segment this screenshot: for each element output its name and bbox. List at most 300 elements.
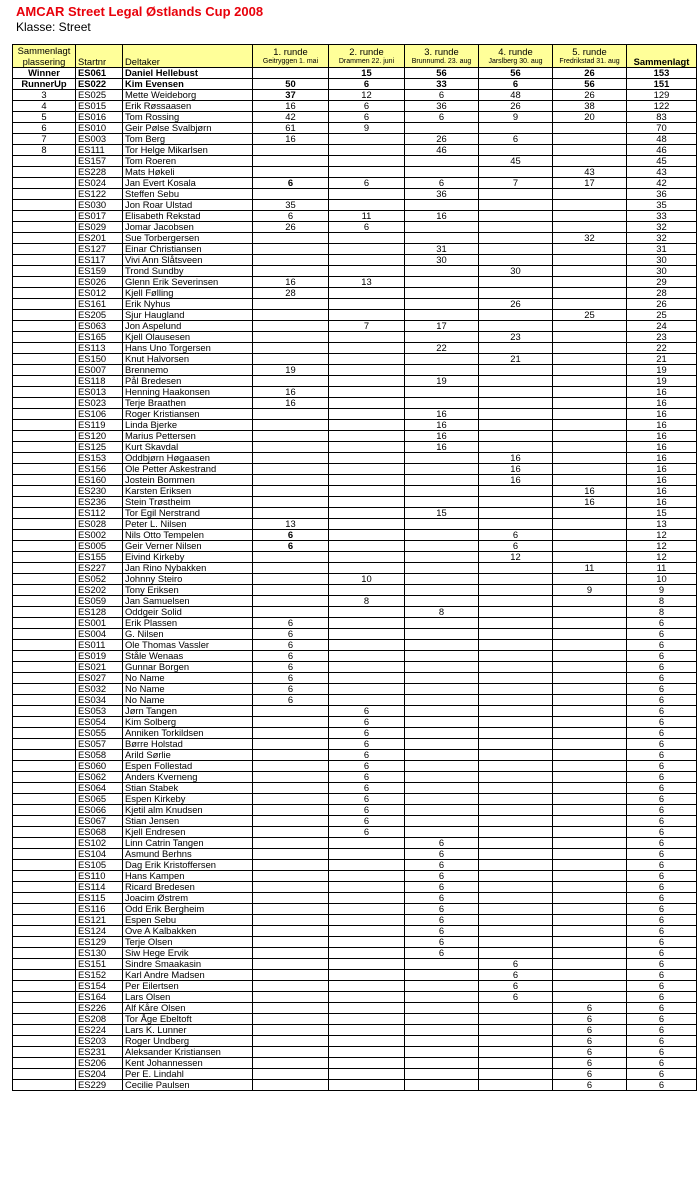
round-5-cell (553, 365, 627, 376)
participant-cell: Tor Egil Nerstrand (123, 508, 253, 519)
round-3-cell: 6 (405, 904, 479, 915)
round-5-cell: 6 (553, 1036, 627, 1047)
placement-cell (13, 684, 76, 695)
placement-cell (13, 794, 76, 805)
placement-cell (13, 563, 76, 574)
startnr-cell: ES129 (76, 937, 123, 948)
participant-cell: Terje Braathen (123, 398, 253, 409)
startnr-cell: ES060 (76, 761, 123, 772)
table-row (13, 849, 697, 860)
round-2-cell (329, 486, 405, 497)
round-1-cell (253, 299, 329, 310)
round-3-cell: 8 (405, 607, 479, 618)
round-1-cell (253, 728, 329, 739)
participant-cell: Anniken Torkildsen (123, 728, 253, 739)
startnr-cell: ES228 (76, 167, 123, 178)
round-2-cell (329, 387, 405, 398)
round-1-cell (253, 860, 329, 871)
round-4-cell (479, 706, 553, 717)
round-4-cell (479, 1036, 553, 1047)
participant-cell: Hans Kampen (123, 871, 253, 882)
round-5-cell: 43 (553, 167, 627, 178)
round-4-cell (479, 629, 553, 640)
total-cell: 6 (627, 1069, 697, 1080)
participant-cell: Per E. Lindahl (123, 1069, 253, 1080)
round-3-cell (405, 717, 479, 728)
round-3-cell (405, 1014, 479, 1025)
placement-cell (13, 255, 76, 266)
round-1-cell (253, 761, 329, 772)
total-cell: 6 (627, 1025, 697, 1036)
startnr-cell: ES110 (76, 871, 123, 882)
results-table (12, 44, 697, 1091)
total-cell: 6 (627, 926, 697, 937)
round-4-cell (479, 728, 553, 739)
total-cell: 129 (627, 90, 697, 101)
round-1-cell (253, 68, 329, 79)
header-round-1: 1. runde Geitryggen 1. mai (253, 45, 329, 68)
round-2-cell (329, 673, 405, 684)
round-1-cell: 6 (253, 211, 329, 222)
round-2-cell (329, 992, 405, 1003)
round-2-cell (329, 585, 405, 596)
round-2-cell: 6 (329, 783, 405, 794)
total-cell: 29 (627, 277, 697, 288)
table-row (13, 244, 697, 255)
round-1-cell (253, 1036, 329, 1047)
round-1-cell: 6 (253, 530, 329, 541)
round-2-cell (329, 266, 405, 277)
round-3-cell: 6 (405, 893, 479, 904)
header-round-2: 2. runde Drammen 22. juni (329, 45, 405, 68)
round-3-cell (405, 761, 479, 772)
placement-cell (13, 222, 76, 233)
participant-cell: Espen Follestad (123, 761, 253, 772)
startnr-cell: ES012 (76, 288, 123, 299)
placement-cell (13, 739, 76, 750)
table-row (13, 398, 697, 409)
startnr-cell: ES052 (76, 574, 123, 585)
startnr-cell: ES022 (76, 79, 123, 90)
total-cell: 16 (627, 464, 697, 475)
round-5-cell (553, 673, 627, 684)
total-cell: 6 (627, 1047, 697, 1058)
round-5-cell: 6 (553, 1058, 627, 1069)
round-4-cell (479, 255, 553, 266)
header-total: Sammenlagt (627, 45, 697, 68)
total-cell: 6 (627, 981, 697, 992)
round-1-cell (253, 739, 329, 750)
table-row (13, 112, 697, 123)
round-4-cell (479, 794, 553, 805)
round-3-cell (405, 970, 479, 981)
startnr-cell: ES003 (76, 134, 123, 145)
round-5-cell (553, 948, 627, 959)
participant-cell: Espen Sebu (123, 915, 253, 926)
round-4-cell (479, 926, 553, 937)
round-5-cell (553, 123, 627, 134)
round-1-cell (253, 156, 329, 167)
round-2-cell (329, 552, 405, 563)
placement-cell (13, 266, 76, 277)
round-2-cell (329, 1058, 405, 1069)
round-5-cell (553, 255, 627, 266)
round-5-cell (553, 937, 627, 948)
table-row (13, 948, 697, 959)
table-row (13, 794, 697, 805)
round-5-cell (553, 541, 627, 552)
round-3-cell (405, 1036, 479, 1047)
placement-cell (13, 211, 76, 222)
round-4-cell (479, 673, 553, 684)
placement-cell (13, 178, 76, 189)
round-1-cell (253, 497, 329, 508)
placement-cell (13, 1014, 76, 1025)
round-2-cell: 13 (329, 277, 405, 288)
participant-cell: Joacim Østrem (123, 893, 253, 904)
round-3-cell (405, 772, 479, 783)
round-3-cell (405, 1003, 479, 1014)
round-4-cell (479, 882, 553, 893)
startnr-cell: ES023 (76, 398, 123, 409)
table-row (13, 299, 697, 310)
round-5-cell (553, 717, 627, 728)
round-5-cell (553, 398, 627, 409)
participant-cell: Ove A Kalbakken (123, 926, 253, 937)
round-3-cell: 6 (405, 112, 479, 123)
round-2-cell (329, 299, 405, 310)
total-cell: 6 (627, 904, 697, 915)
table-row (13, 156, 697, 167)
round-4-cell (479, 805, 553, 816)
round-3-cell (405, 563, 479, 574)
placement-cell (13, 1025, 76, 1036)
participant-cell: Tom Rossing (123, 112, 253, 123)
round-4-cell (479, 739, 553, 750)
startnr-cell: ES019 (76, 651, 123, 662)
startnr-cell: ES063 (76, 321, 123, 332)
placement-cell (13, 926, 76, 937)
table-row (13, 937, 697, 948)
round-2-cell: 15 (329, 68, 405, 79)
round-3-cell: 6 (405, 926, 479, 937)
placement-cell (13, 398, 76, 409)
startnr-cell: ES053 (76, 706, 123, 717)
table-row (13, 431, 697, 442)
round-4-cell: 6 (479, 134, 553, 145)
table-row (13, 838, 697, 849)
table-row (13, 717, 697, 728)
startnr-cell: ES002 (76, 530, 123, 541)
table-row (13, 871, 697, 882)
table-row (13, 992, 697, 1003)
round-4-cell (479, 343, 553, 354)
round-3-cell: 16 (405, 420, 479, 431)
participant-cell: Jomar Jacobsen (123, 222, 253, 233)
total-cell: 6 (627, 816, 697, 827)
placement-cell (13, 816, 76, 827)
startnr-cell: ES010 (76, 123, 123, 134)
table-row (13, 79, 697, 90)
startnr-cell: ES150 (76, 354, 123, 365)
participant-cell: Knut Halvorsen (123, 354, 253, 365)
total-cell: 16 (627, 475, 697, 486)
round-5-cell (553, 992, 627, 1003)
total-cell: 6 (627, 640, 697, 651)
round-2-cell (329, 376, 405, 387)
round-3-cell (405, 750, 479, 761)
header-participant: Deltaker (123, 45, 253, 68)
startnr-cell: ES005 (76, 541, 123, 552)
round-3-cell (405, 486, 479, 497)
startnr-cell: ES104 (76, 849, 123, 860)
round-4-cell: 6 (479, 992, 553, 1003)
round-3-cell (405, 200, 479, 211)
placement-cell (13, 310, 76, 321)
round-5-cell (553, 266, 627, 277)
placement-cell (13, 1058, 76, 1069)
placement-cell (13, 464, 76, 475)
table-row (13, 519, 697, 530)
placement-cell: RunnerUp (13, 79, 76, 90)
round-5-cell: 17 (553, 178, 627, 189)
round-5-cell (553, 618, 627, 629)
round-2-cell (329, 1003, 405, 1014)
round-2-cell: 6 (329, 761, 405, 772)
placement-cell (13, 640, 76, 651)
placement-cell (13, 717, 76, 728)
startnr-cell: ES004 (76, 629, 123, 640)
round-2-cell (329, 453, 405, 464)
round-2-cell (329, 871, 405, 882)
round-1-cell: 13 (253, 519, 329, 530)
placement-cell (13, 475, 76, 486)
participant-cell: Aleksander Kristiansen (123, 1047, 253, 1058)
total-cell: 16 (627, 453, 697, 464)
round-5-cell (553, 530, 627, 541)
round-1-cell (253, 959, 329, 970)
round-3-cell (405, 123, 479, 134)
startnr-cell: ES112 (76, 508, 123, 519)
total-cell: 6 (627, 849, 697, 860)
table-row (13, 409, 697, 420)
round-4-cell (479, 519, 553, 530)
table-row (13, 596, 697, 607)
startnr-cell: ES055 (76, 728, 123, 739)
total-cell: 6 (627, 772, 697, 783)
table-row (13, 970, 697, 981)
total-cell: 21 (627, 354, 697, 365)
total-cell: 10 (627, 574, 697, 585)
startnr-cell: ES068 (76, 827, 123, 838)
table-row (13, 376, 697, 387)
total-cell: 6 (627, 684, 697, 695)
round-1-cell (253, 1080, 329, 1091)
round-2-cell: 6 (329, 112, 405, 123)
round-1-cell: 6 (253, 640, 329, 651)
participant-cell: No Name (123, 695, 253, 706)
round-1-cell: 6 (253, 673, 329, 684)
table-row (13, 673, 697, 684)
round-5-cell (553, 816, 627, 827)
round-1-cell (253, 607, 329, 618)
round-1-cell (253, 750, 329, 761)
placement-cell: 8 (13, 145, 76, 156)
total-cell: 16 (627, 497, 697, 508)
startnr-cell: ES032 (76, 684, 123, 695)
round-4-cell (479, 1069, 553, 1080)
round-1-cell: 37 (253, 90, 329, 101)
round-1-cell (253, 508, 329, 519)
table-row (13, 662, 697, 673)
round-5-cell (553, 475, 627, 486)
total-cell: 6 (627, 739, 697, 750)
participant-cell: Oddbjørn Høgaasen (123, 453, 253, 464)
round-4-cell (479, 145, 553, 156)
round-1-cell (253, 431, 329, 442)
startnr-cell: ES113 (76, 343, 123, 354)
participant-cell: Ricard Bredesen (123, 882, 253, 893)
total-cell: 19 (627, 365, 697, 376)
round-1-cell: 6 (253, 651, 329, 662)
table-row (13, 585, 697, 596)
round-2-cell (329, 519, 405, 530)
startnr-cell: ES114 (76, 882, 123, 893)
table-row (13, 1025, 697, 1036)
total-cell: 70 (627, 123, 697, 134)
round-3-cell (405, 541, 479, 552)
round-5-cell (553, 200, 627, 211)
participant-cell: Einar Christiansen (123, 244, 253, 255)
table-row (13, 1003, 697, 1014)
round-3-cell (405, 497, 479, 508)
placement-cell (13, 497, 76, 508)
round-5-cell: 26 (553, 90, 627, 101)
round-2-cell (329, 893, 405, 904)
round-3-cell (405, 310, 479, 321)
round-2-cell: 6 (329, 827, 405, 838)
round-3-cell (405, 684, 479, 695)
startnr-cell: ES054 (76, 717, 123, 728)
round-2-cell (329, 530, 405, 541)
page-title: AMCAR Street Legal Østlands Cup 2008 (16, 4, 264, 19)
round-5-cell (553, 596, 627, 607)
total-cell: 6 (627, 1036, 697, 1047)
placement-cell (13, 992, 76, 1003)
round-2-cell (329, 915, 405, 926)
placement-cell (13, 156, 76, 167)
table-row (13, 816, 697, 827)
participant-cell: Johnny Steiro (123, 574, 253, 585)
startnr-cell: ES155 (76, 552, 123, 563)
table-row (13, 178, 697, 189)
startnr-cell: ES226 (76, 1003, 123, 1014)
round-2-cell (329, 420, 405, 431)
placement-cell (13, 299, 76, 310)
participant-cell: G. Nilsen (123, 629, 253, 640)
round-3-cell: 36 (405, 189, 479, 200)
participant-cell: Dag Erik Kristoffersen (123, 860, 253, 871)
table-row (13, 640, 697, 651)
participant-cell: Tor Åge Ebeltoft (123, 1014, 253, 1025)
total-cell: 33 (627, 211, 697, 222)
round-3-cell: 6 (405, 937, 479, 948)
startnr-cell: ES061 (76, 68, 123, 79)
round-2-cell (329, 695, 405, 706)
round-1-cell (253, 552, 329, 563)
round-3-cell (405, 662, 479, 673)
round-1-cell (253, 354, 329, 365)
round-2-cell: 7 (329, 321, 405, 332)
round-1-cell (253, 1025, 329, 1036)
total-cell: 11 (627, 563, 697, 574)
round-5-cell (553, 244, 627, 255)
round-5-cell (553, 464, 627, 475)
round-4-cell: 16 (479, 464, 553, 475)
placement-cell (13, 959, 76, 970)
participant-cell: Jan Rino Nybakken (123, 563, 253, 574)
round-3-cell: 16 (405, 409, 479, 420)
table-row (13, 233, 697, 244)
total-cell: 30 (627, 266, 697, 277)
total-cell: 42 (627, 178, 697, 189)
participant-cell: Linn Catrin Tangen (123, 838, 253, 849)
total-cell: 8 (627, 607, 697, 618)
table-row (13, 222, 697, 233)
round-4-cell (479, 189, 553, 200)
round-3-cell: 30 (405, 255, 479, 266)
total-cell: 6 (627, 761, 697, 772)
round-3-cell (405, 618, 479, 629)
round-1-cell (253, 794, 329, 805)
table-row (13, 321, 697, 332)
table-row (13, 145, 697, 156)
placement-cell (13, 332, 76, 343)
round-1-cell (253, 970, 329, 981)
round-4-cell (479, 574, 553, 585)
round-4-cell: 30 (479, 266, 553, 277)
participant-cell: No Name (123, 684, 253, 695)
participant-cell: No Name (123, 673, 253, 684)
round-2-cell (329, 431, 405, 442)
placement-cell (13, 772, 76, 783)
round-5-cell (553, 354, 627, 365)
round-5-cell (553, 519, 627, 530)
participant-cell: Elisabeth Rekstad (123, 211, 253, 222)
round-3-cell (405, 156, 479, 167)
participant-cell: Vivi Ann Slåtsveen (123, 255, 253, 266)
round-1-cell (253, 145, 329, 156)
participant-cell: Jon Aspelund (123, 321, 253, 332)
table-row (13, 772, 697, 783)
table-row (13, 1069, 697, 1080)
round-2-cell: 6 (329, 706, 405, 717)
round-5-cell: 20 (553, 112, 627, 123)
placement-cell (13, 750, 76, 761)
round-3-cell (405, 288, 479, 299)
round-3-cell (405, 475, 479, 486)
participant-cell: Steffen Sebu (123, 189, 253, 200)
round-5-cell (553, 651, 627, 662)
placement-cell (13, 552, 76, 563)
round-3-cell (405, 354, 479, 365)
placement-cell: 4 (13, 101, 76, 112)
table-row (13, 387, 697, 398)
participant-cell: Jan Evert Kosala (123, 178, 253, 189)
placement-cell (13, 915, 76, 926)
table-row (13, 255, 697, 266)
round-5-cell (553, 134, 627, 145)
